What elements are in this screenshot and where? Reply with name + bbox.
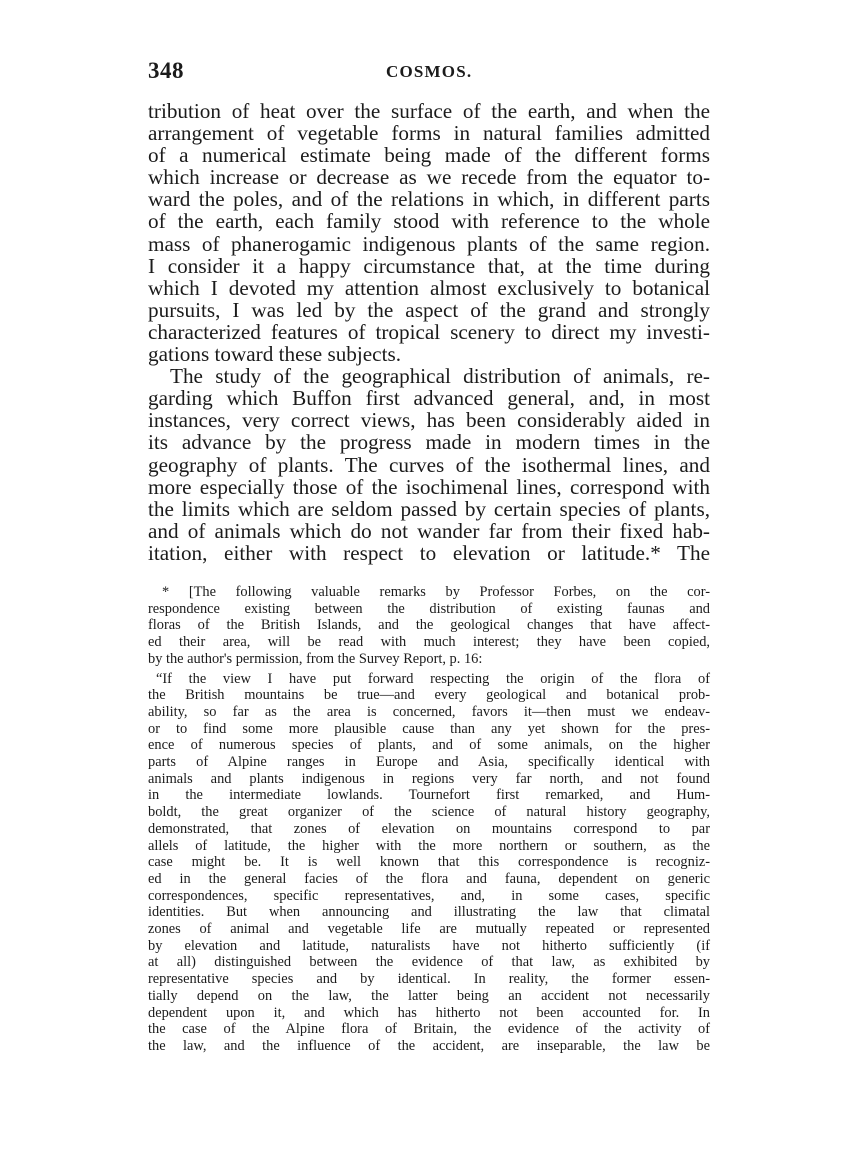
footnote-line: in the intermediate lowlands. Tournefort first remarked, and Hum-: [148, 787, 710, 804]
footnote-line: respondence existing between the distribution of existing faunas and: [148, 600, 710, 617]
footnote-line: case might be. It is well known that this correspondence is recogniz-: [148, 854, 710, 871]
footnote-line: or to find some more plausible cause than any yet shown for the pres-: [148, 720, 710, 737]
body-line: pursuits, I was led by the aspect of the grand and strongly: [148, 297, 710, 322]
body-line: its advance by the progress made in modern times in the: [148, 430, 710, 455]
body-line: geography of plants. The curves of the isothermal lines, and: [148, 452, 710, 477]
footnote-line: at all) distinguished between the evidence of that law, as exhibited by: [148, 954, 710, 971]
body-line: garding which Buffon first advanced general, and, in most: [148, 386, 710, 411]
body-line: more especially those of the isochimenal lines, correspond with: [148, 474, 710, 499]
body-line: which increase or decrease as we recede from the equator to-: [148, 165, 710, 190]
running-head: COSMOS.: [386, 62, 473, 81]
body-line: mass of phanerogamic indigenous plants of the same region.: [148, 231, 710, 256]
footnote-line: tially depend on the law, the latter being an accident not necessarily: [148, 987, 710, 1004]
body-text: [148, 100, 710, 564]
body-line: arrangement of vegetable forms in natural families admitted: [148, 121, 710, 146]
body-line: itation, either with respect to elevation or latitude.* The: [148, 540, 710, 565]
footnote-line: the case of the Alpine flora of Britain, the evidence of the activity of: [148, 1021, 710, 1038]
footnote-line: by the author's permission, from the Survey Report, p. 16:: [148, 650, 483, 667]
footnote-line: dependent upon it, and which has hitherto not been accounted for. In: [148, 1004, 710, 1021]
body-line: which I devoted my attention almost exclusively to botanical: [148, 275, 710, 300]
footnote-intro: [148, 584, 710, 668]
body-line: I consider it a happy circumstance that, at the time during: [148, 253, 710, 278]
page-number: 348: [148, 58, 184, 83]
body-line: the limits which are seldom passed by certain species of plants,: [148, 496, 710, 521]
footnote-quote: [148, 671, 710, 1055]
footnote-line: ability, so far as the area is concerned, favors it—then must we endeav-: [148, 703, 710, 720]
footnote-line: ed in the general facies of the flora and fauna, dependent on generic: [148, 870, 710, 887]
footnote-line: correspondences, specific representatives, and, in some cases, specific: [148, 887, 710, 904]
footnote-line: by elevation and latitude, naturalists have not hitherto sufficiently (if: [148, 937, 710, 954]
body-line: of the earth, each family stood with reference to the whole: [148, 209, 710, 234]
footnote-line: the law, and the influence of the accident, are inseparable, the law be: [148, 1037, 710, 1054]
body-line: The study of the geographical distribution of animals, re-: [170, 364, 710, 389]
body-line: instances, very correct views, has been considerably aided in: [148, 408, 710, 433]
footnote-line: the British mountains be true—and every geological and botanical prob-: [148, 687, 710, 704]
footnote-line: * [The following valuable remarks by Professor Forbes, on the cor-: [162, 584, 710, 600]
footnote-line: parts of Alpine ranges in Europe and Asia, specifically identical with: [148, 754, 710, 771]
body-line: characterized features of tropical scenery to direct my investi-: [148, 319, 710, 344]
body-line: of a numerical estimate being made of the different forms: [148, 143, 710, 168]
footnote-line: ence of numerous species of plants, and of some animals, on the higher: [148, 737, 710, 754]
body-line: gations toward these subjects.: [148, 342, 402, 367]
footnote-line: boldt, the great organizer of the science of natural history geography,: [148, 804, 710, 821]
footnote-line: identities. But when announcing and illustrating the law that climatal: [148, 904, 710, 921]
footnote-line: “If the view I have put forward respecting the origin of the flora of: [156, 670, 710, 687]
footnote-line: ed their area, will be read with much interest; they have been copied,: [148, 634, 710, 651]
page-header: [148, 58, 708, 88]
footnote-line: demonstrated, that zones of elevation on mountains correspond to par: [148, 820, 710, 837]
footnote: [148, 584, 710, 1058]
footnote-line: floras of the British Islands, and the geological changes that have affect-: [148, 617, 710, 634]
body-line: tribution of heat over the surface of the earth, and when the: [148, 99, 710, 123]
body-line: ward the poles, and of the relations in which, in different parts: [148, 187, 710, 212]
body-line: and of animals which do not wander far from their fixed hab-: [148, 518, 710, 543]
footnote-line: allels of latitude, the higher with the more northern or southern, as the: [148, 837, 710, 854]
footnote-line: representative species and by identical. In reality, the former essen-: [148, 971, 710, 988]
footnote-line: animals and plants indigenous in regions very far north, and not found: [148, 770, 710, 787]
footnote-line: zones of animal and vegetable life are mutually repeated or represented: [148, 921, 710, 938]
